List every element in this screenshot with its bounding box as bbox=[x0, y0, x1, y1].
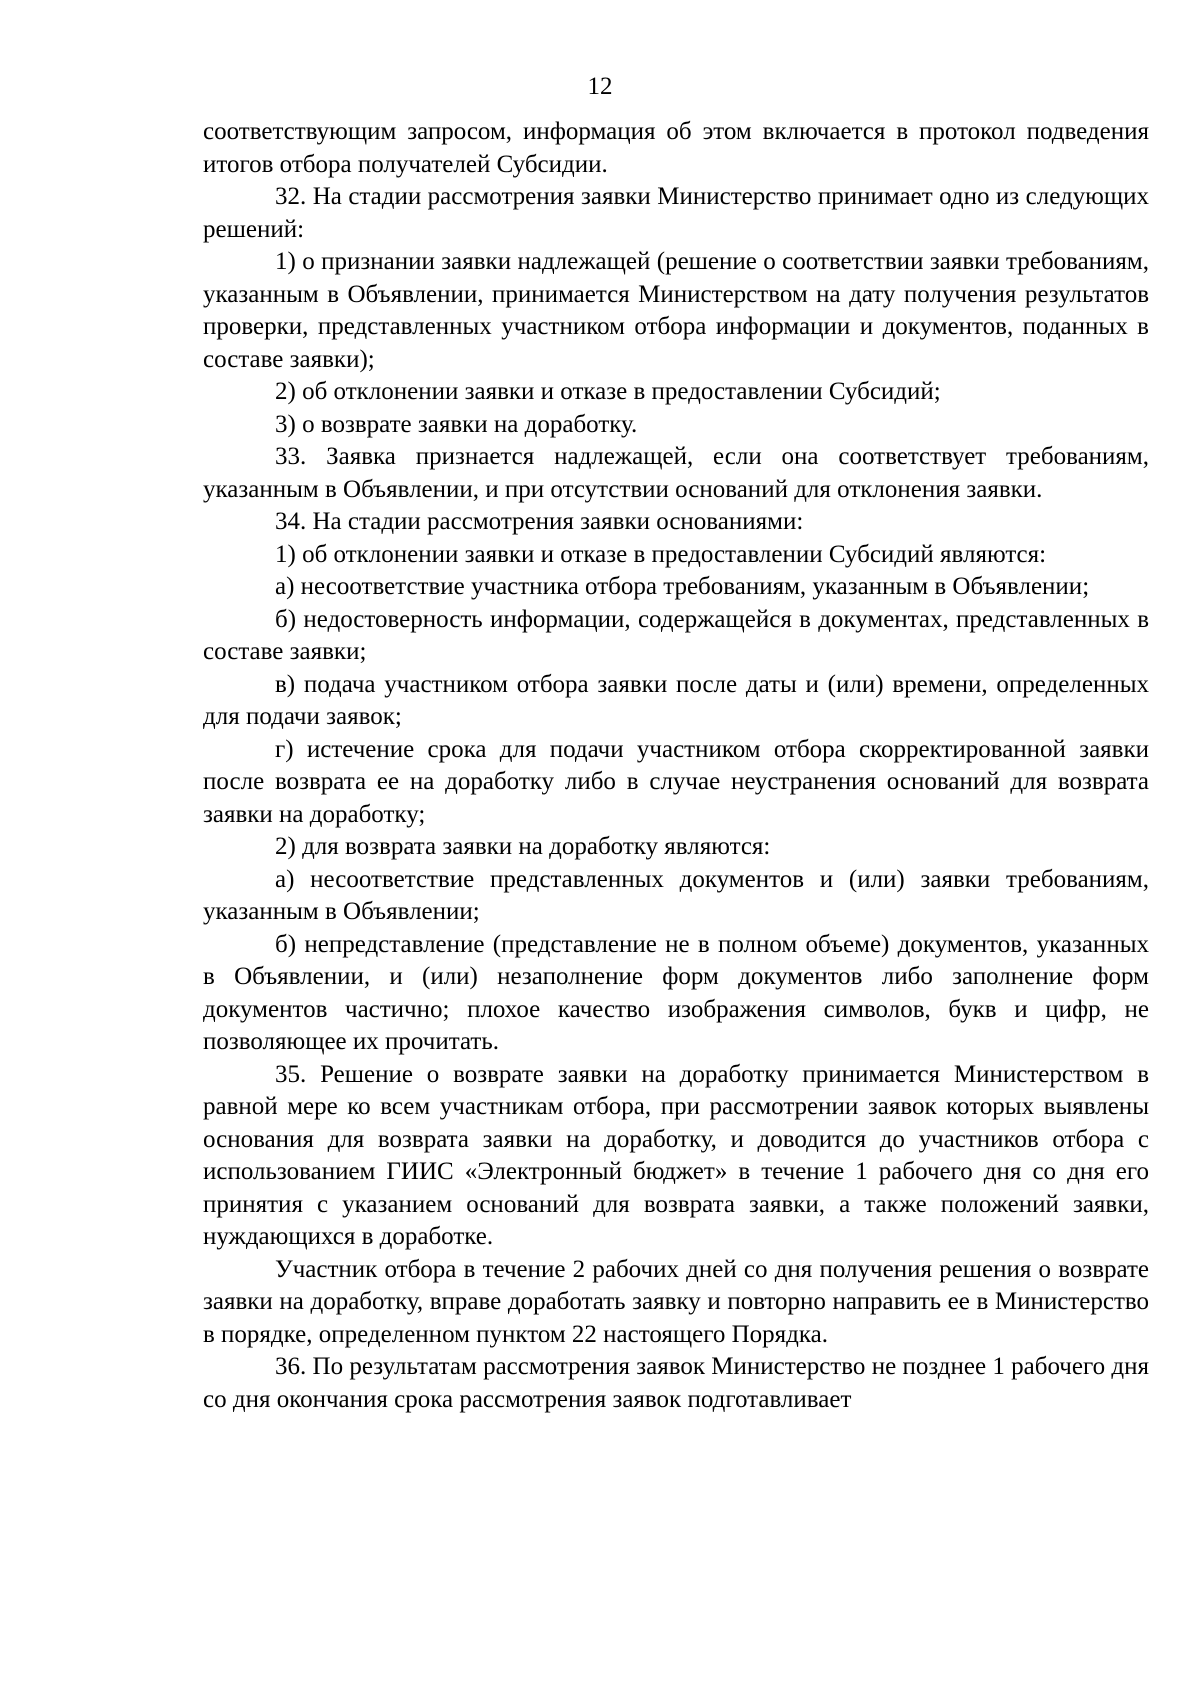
subitem-34-2: 2) для возврата заявки на доработку являются: bbox=[275, 833, 771, 860]
paragraph: соответствующим запросом, информация об этом включается в протокол подведения итогов отбора получателей Субсидии. bbox=[203, 118, 1149, 178]
subitem-34-1-b: б) недостоверность информации, содержащейся в документах, представленных в составе заявки; bbox=[203, 605, 1149, 665]
paragraph-item-33: 33. Заявка признается надлежащей, если она соответствует требованиям, указанным в Объявлении, и при отсутствии оснований для отклонения заявки. bbox=[203, 443, 1149, 503]
subitem-32-1: 1) о признании заявки надлежащей (решение о соответствии заявки требованиям, указанным в Объявлении, принимается Министерством на дату получения результатов проверки, представленных участником отбора информации и документов, поданных в составе заявки); bbox=[203, 248, 1149, 373]
subitem-34-1: 1) об отклонении заявки и отказе в предоставлении Субсидий являются: bbox=[275, 540, 1047, 568]
subitem-34-1-g: г) истечение срока для подачи участником отбора скорректированной заявки после возврата ее на доработку либо в случае неустранения оснований для возврата заявки на доработку; bbox=[203, 735, 1149, 828]
paragraph-item-32: 32. На стадии рассмотрения заявки Министерство принимает одно из следующих решений: bbox=[203, 183, 1149, 243]
paragraph-item-36: 36. По результатам рассмотрения заявок Министерство не позднее 1 рабочего дня со дня окончания срока рассмотрения заявок подготавливает bbox=[203, 1353, 1149, 1413]
paragraph-item-35-participant: Участник отбора в течение 2 рабочих дней со дня получения решения о возврате заявки на доработку, вправе доработать заявку и повторно направить ее в Министерство в порядке, определенном пунктом 22 настоящего Порядка. bbox=[203, 1255, 1149, 1348]
paragraph-item-35: 35. Решение о возврате заявки на доработку принимается Министерством в равной мере ко всем участникам отбора, при рассмотрении заявок которых выявлены основания для возврата заявки на доработку, и доводится до участников отбора с использованием ГИИС «Электронный бюджет» в течение 1 рабочего дня со дня его принятия с указанием оснований для возврата заявки, а также положений заявки, нуждающихся в доработке. bbox=[203, 1060, 1149, 1250]
subitem-32-3: 3) о возврате заявки на доработку. bbox=[275, 410, 638, 438]
document-body bbox=[203, 116, 1149, 1416]
subitem-32-2: 2) об отклонении заявки и отказе в предоставлении Субсидий; bbox=[275, 378, 941, 405]
subitem-34-1-v: в) подача участником отбора заявки после даты и (или) времени, определенных для подачи заявок; bbox=[203, 670, 1149, 730]
paragraph-item-34: 34. На стадии рассмотрения заявки основаниями: bbox=[275, 508, 804, 535]
subitem-34-2-a: а) несоответствие представленных документов и (или) заявки требованиям, указанным в Объявлении; bbox=[203, 865, 1149, 925]
page-number: 12 bbox=[587, 73, 613, 100]
subitem-34-2-b: б) непредставление (представление не в полном объеме) документов, указанных в Объявлении, и (или) незаполнение форм документов либо заполнение форм документов частично; плохое качество изображения символов, букв и цифр, не позволяющее их прочитать. bbox=[203, 930, 1149, 1055]
subitem-34-1-a: а) несоответствие участника отбора требованиям, указанным в Объявлении; bbox=[275, 573, 1090, 600]
